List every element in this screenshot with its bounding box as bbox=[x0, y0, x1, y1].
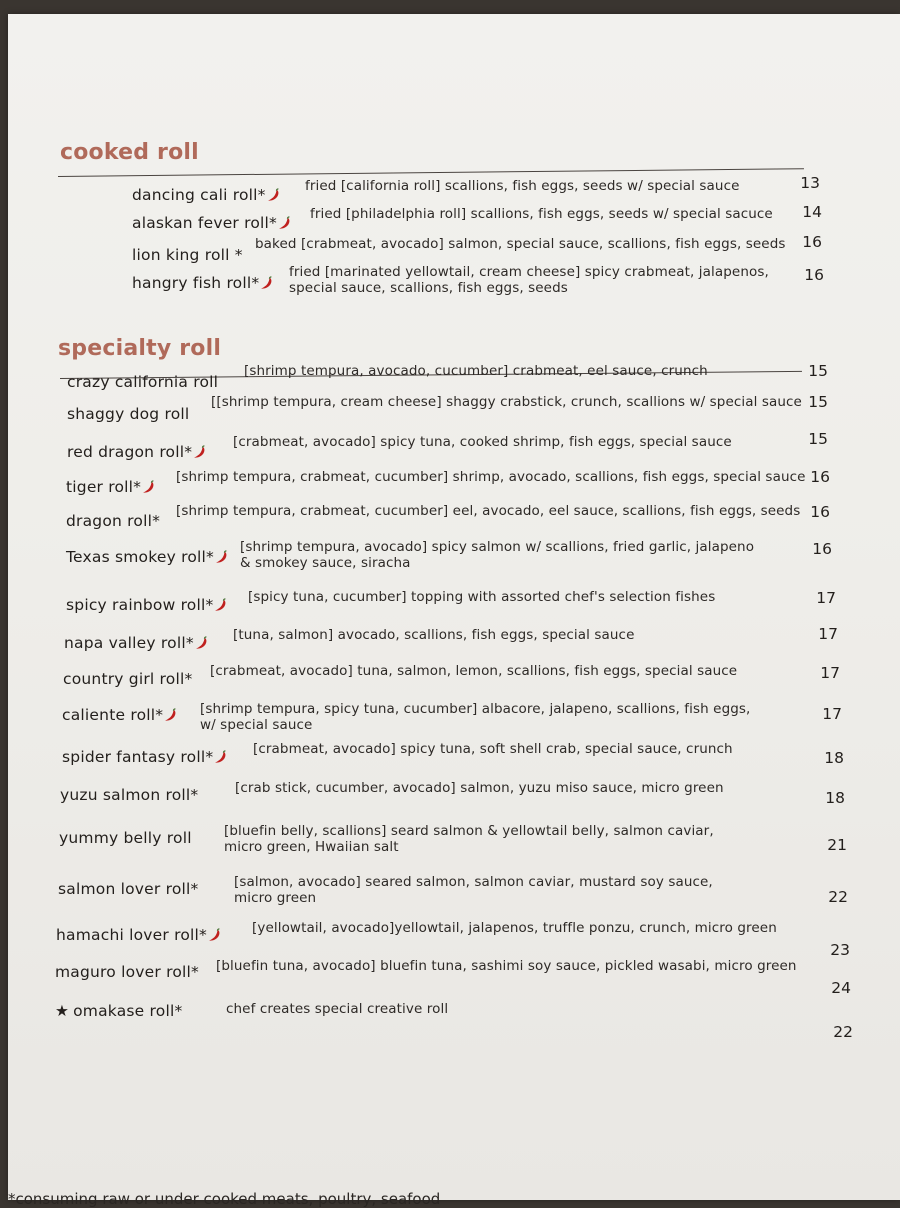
description-line: [salmon, avocado] seared salmon, salmon caviar, mustard soy sauce, bbox=[234, 874, 713, 890]
section-title-cooked-roll: cooked roll bbox=[60, 140, 199, 165]
menu-item-description bbox=[234, 874, 713, 906]
menu-item-name bbox=[66, 478, 156, 496]
menu-item-name-text: Texas smokey roll* bbox=[66, 548, 214, 566]
menu-item-name-text: maguro lover roll* bbox=[55, 963, 199, 981]
menu-item-name-text: yuzu salmon roll* bbox=[60, 786, 199, 804]
chili-pepper-icon bbox=[164, 708, 178, 722]
menu-item-name bbox=[62, 748, 228, 766]
description-line: [spicy tuna, cucumber] topping with assorted chef's selection fishes bbox=[248, 589, 716, 605]
menu-item-description bbox=[255, 236, 786, 252]
menu-item-price: 18 bbox=[825, 789, 845, 807]
menu-item-name-text: hamachi lover roll* bbox=[56, 926, 207, 944]
description-line: [crabmeat, avocado] tuna, salmon, lemon, scallions, fish eggs, special sauce bbox=[210, 663, 738, 679]
menu-item-name bbox=[58, 880, 199, 898]
menu-item-description bbox=[233, 627, 634, 643]
description-line: [shrimp tempura, spicy tuna, cucumber] albacore, jalapeno, scallions, fish eggs, bbox=[200, 701, 751, 717]
menu-item-price: 18 bbox=[824, 749, 844, 767]
menu-item-description bbox=[289, 264, 769, 296]
menu-item-description bbox=[305, 178, 740, 194]
menu-item-name bbox=[132, 246, 243, 264]
footnote: *consuming raw or under cooked meats, poultry, seafood bbox=[8, 1190, 441, 1208]
menu-item-price: 17 bbox=[822, 705, 842, 723]
description-line: [shrimp tempura, avocado] spicy salmon w/ scallions, fried garlic, jalapeno bbox=[240, 539, 755, 555]
menu-item-description bbox=[233, 434, 732, 450]
menu-item-name-text: omakase roll* bbox=[73, 1002, 183, 1020]
menu-item-name bbox=[132, 214, 292, 232]
menu-item-name bbox=[132, 274, 274, 292]
menu-item-name-text: salmon lover roll* bbox=[58, 880, 199, 898]
menu-item-description bbox=[176, 503, 800, 519]
menu-item-description bbox=[224, 823, 714, 855]
description-line: [yellowtail, avocado]yellowtail, jalapenos, truffle ponzu, crunch, micro green bbox=[252, 920, 777, 936]
menu-item-description bbox=[310, 206, 773, 222]
description-line: [bluefin tuna, avocado] bluefin tuna, sashimi soy sauce, pickled wasabi, micro green bbox=[216, 958, 797, 974]
description-line: [shrimp tempura, crabmeat, cucumber] shrimp, avocado, scallions, fish eggs, special sauce bbox=[176, 469, 806, 485]
description-line: [tuna, salmon] avocado, scallions, fish eggs, special sauce bbox=[233, 627, 635, 643]
chili-pepper-icon bbox=[193, 445, 207, 459]
menu-item-name-text: country girl roll* bbox=[63, 670, 193, 688]
description-line: w/ special sauce bbox=[200, 717, 313, 733]
description-line: micro green bbox=[234, 890, 317, 906]
menu-item-name bbox=[55, 1002, 182, 1020]
menu-item-description bbox=[200, 701, 750, 733]
description-line: [bluefin belly, scallions] seard salmon & yellowtail belly, salmon caviar, bbox=[224, 823, 714, 839]
menu-item-name-text: alaskan fever roll* bbox=[132, 214, 278, 232]
description-line: [shrimp tempura, crabmeat, cucumber] eel, avocado, eel sauce, scallions, fish eggs, seeds bbox=[176, 503, 801, 519]
description-line: micro green, Hwaiian salt bbox=[224, 839, 399, 855]
menu-item-description bbox=[244, 363, 708, 379]
description-line: fried [california roll] scallions, fish eggs, seeds w/ special sauce bbox=[305, 178, 740, 194]
menu-item-price: 21 bbox=[827, 836, 847, 854]
menu-item-name-text: napa valley roll* bbox=[64, 634, 194, 652]
menu-item-name bbox=[60, 786, 198, 804]
menu-item-name bbox=[64, 634, 209, 652]
menu-item-name bbox=[66, 596, 228, 614]
menu-item-price: 16 bbox=[810, 503, 830, 521]
menu-item-name bbox=[132, 186, 281, 204]
chili-pepper-icon bbox=[267, 188, 281, 202]
menu-item-description bbox=[226, 1001, 448, 1017]
menu-item-name bbox=[67, 405, 189, 423]
menu-item-price: 16 bbox=[812, 540, 832, 558]
chili-pepper-icon bbox=[142, 480, 156, 494]
menu-item-name bbox=[56, 926, 222, 944]
menu-item-price: 16 bbox=[810, 468, 830, 486]
menu-item-name-text: lion king roll * bbox=[132, 246, 243, 264]
chili-pepper-icon bbox=[214, 750, 228, 764]
description-line: fried [philadelphia roll] scallions, fish eggs, seeds w/ special sacuce bbox=[310, 206, 773, 222]
menu-item-description bbox=[235, 780, 724, 796]
menu-item-price: 15 bbox=[808, 430, 828, 448]
menu-item-description bbox=[252, 920, 777, 936]
menu-item-name bbox=[66, 512, 160, 530]
menu-item-name bbox=[67, 373, 218, 391]
section-divider bbox=[58, 168, 804, 177]
description-line: fried [marinated yellowtail, cream cheese] spicy crabmeat, jalapenos, bbox=[289, 264, 769, 280]
menu-item-price: 16 bbox=[802, 233, 822, 251]
menu-item-name-text: tiger roll* bbox=[66, 478, 142, 496]
menu-item-price: 17 bbox=[816, 589, 836, 607]
menu-item-name-text: hangry fish roll* bbox=[132, 274, 260, 292]
chili-pepper-icon bbox=[208, 928, 222, 942]
star-icon: ★ bbox=[55, 1002, 70, 1020]
menu-item-description bbox=[216, 958, 797, 974]
description-line: baked [crabmeat, avocado] salmon, special sauce, scallions, fish eggs, seeds bbox=[255, 236, 786, 252]
menu-item-name bbox=[66, 548, 229, 566]
description-line: [crabmeat, avocado] spicy tuna, cooked shrimp, fish eggs, special sauce bbox=[233, 434, 732, 450]
description-line: chef creates special creative roll bbox=[226, 1001, 449, 1017]
menu-item-price: 14 bbox=[802, 203, 822, 221]
description-line: & smokey sauce, siracha bbox=[240, 555, 411, 571]
menu-item-price: 15 bbox=[808, 393, 828, 411]
menu-item-name-text: spicy rainbow roll* bbox=[66, 596, 214, 614]
menu-item-description bbox=[211, 394, 802, 410]
menu-item-name-text: dancing cali roll* bbox=[132, 186, 266, 204]
menu-item-price: 24 bbox=[831, 979, 851, 997]
menu-item-price: 15 bbox=[808, 362, 828, 380]
menu-item-name-text: shaggy dog roll bbox=[67, 405, 190, 423]
menu-item-price: 17 bbox=[818, 625, 838, 643]
description-line: [shrimp tempura, avocado, cucumber] crabmeat, eel sauce, crunch bbox=[244, 363, 708, 379]
menu-item-price: 13 bbox=[800, 174, 820, 192]
menu-item-name-text: crazy california roll bbox=[67, 373, 219, 391]
menu-item-description bbox=[176, 469, 806, 485]
menu-item-description bbox=[248, 589, 715, 605]
menu-item-description bbox=[253, 741, 733, 757]
menu-item-price: 22 bbox=[833, 1023, 853, 1041]
chili-pepper-icon bbox=[214, 598, 228, 612]
menu-item-name bbox=[62, 706, 178, 724]
menu-item-description bbox=[240, 539, 754, 571]
menu-item-name-text: red dragon roll* bbox=[67, 443, 193, 461]
chili-pepper-icon bbox=[215, 550, 229, 564]
menu-item-price: 22 bbox=[828, 888, 848, 906]
description-line: special sauce, scallions, fish eggs, seeds bbox=[289, 280, 568, 296]
section-title-specialty-roll: specialty roll bbox=[58, 336, 222, 361]
description-line: [crabmeat, avocado] spicy tuna, soft shell crab, special sauce, crunch bbox=[253, 741, 733, 757]
menu-item-price: 23 bbox=[830, 941, 850, 959]
menu-item-price: 16 bbox=[804, 266, 824, 284]
menu-item-name bbox=[55, 963, 199, 981]
description-line: [[shrimp tempura, cream cheese] shaggy crabstick, crunch, scallions w/ special sauce bbox=[211, 394, 802, 410]
menu-item-name-text: caliente roll* bbox=[62, 706, 164, 724]
chili-pepper-icon bbox=[260, 276, 274, 290]
menu-item-name bbox=[67, 443, 207, 461]
chili-pepper-icon bbox=[278, 216, 292, 230]
description-line: [crab stick, cucumber, avocado] salmon, yuzu miso sauce, micro green bbox=[235, 780, 724, 796]
menu-item-name-text: yummy belly roll bbox=[59, 829, 192, 847]
menu-item-name bbox=[59, 829, 192, 847]
menu-item-name-text: dragon roll* bbox=[66, 512, 161, 530]
menu-page bbox=[8, 14, 900, 1208]
menu-item-description bbox=[210, 663, 737, 679]
menu-item-name bbox=[63, 670, 192, 688]
menu-item-price: 17 bbox=[820, 664, 840, 682]
menu-item-name-text: spider fantasy roll* bbox=[62, 748, 214, 766]
chili-pepper-icon bbox=[195, 636, 209, 650]
